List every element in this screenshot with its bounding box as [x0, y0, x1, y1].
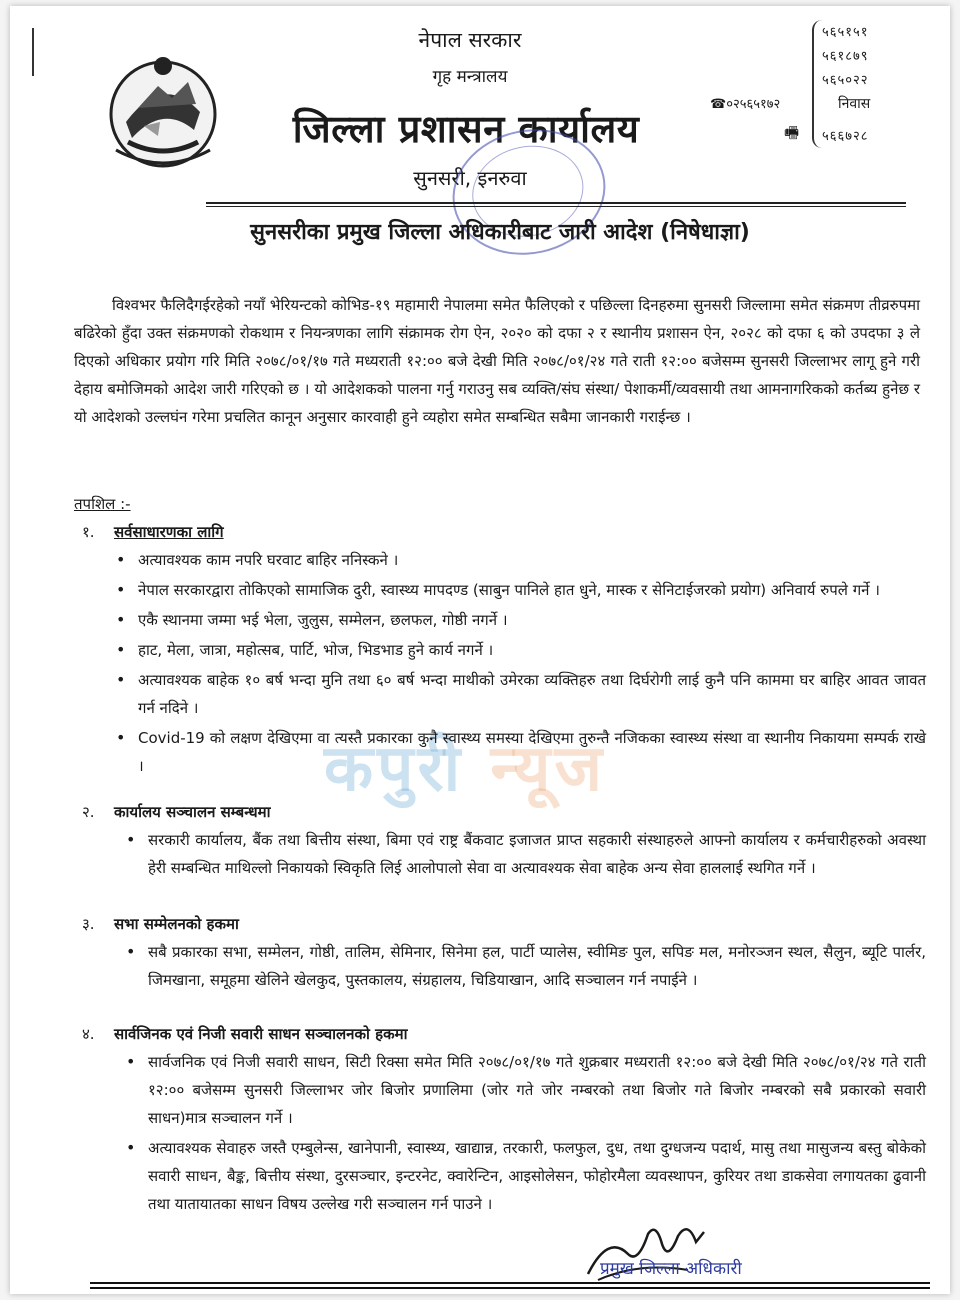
- notice-subject: सुनसरीका प्रमुख जिल्ला अधिकारीबाट जारी आदेश (निषेधाज्ञा): [250, 220, 750, 245]
- section-3-list: [124, 938, 926, 996]
- section-title: सार्वजिनक एवं निजी सवारी साधन सञ्चालनको हकमा: [114, 1025, 408, 1043]
- list-item: • सबै प्रकारका सभा, सम्मेलन, गोष्ठी, तालिम, सेमिनार, सिनेमा हल, पार्टी प्यालेस, स्वीमिङ पुल, सपिङ मल, मनोरञ्जन स्थल, सैलुन, ब्यूटि पार्लर, जिमखाना, समूहमा खेलिने खेलकुद, पुस्तकालय, संग्रहालय, चिडियाखान, आदि सञ्चालन गर्न नपाईने ।: [124, 938, 926, 994]
- telephone-icon: ☎: [710, 97, 727, 112]
- office-title: जिल्ला प्रशासन कार्यालय: [292, 107, 640, 151]
- list-item: • सरकारी कार्यालय, बैंक तथा बित्तीय संस्था, बिमा एवं राष्ट्र बैंकवाट इजाजत प्राप्त सहकारी संस्थाहरुले आफ्नो कार्यालय र कर्मचारीहरुको अवस्था हेरी सम्बन्धित माथिल्लो निकायको स्विकृति लिई आलोपालो सेवा वा अत्यावश्यक सेवा बाहेक अन्य सेवा हाललाई स्थगित गर्ने ।: [124, 826, 926, 882]
- list-item: • एकै स्थानमा जम्मा भई भेला, जुलुस, सम्मेलन, छलफल, गोष्ठी नगर्ने ।: [114, 606, 926, 634]
- contact-number: ५६६७२८: [822, 129, 869, 144]
- section-title: सर्वसाधारणका लागि: [114, 523, 224, 541]
- district-name: सुनसरी, इनरुवा: [413, 166, 527, 190]
- contact-number: ५६५०२२: [822, 73, 869, 88]
- contact-number: ५६१८७९: [822, 49, 869, 64]
- government-name: नेपाल सरकार: [418, 28, 522, 52]
- list-item: • नेपाल सरकारद्वारा तोकिएको सामाजिक दुरी, स्वास्थ्य मापदण्ड (साबुन पानिले हात धुने, मास्क र सेनिटाईजरको प्रयोग) अनिवार्य रुपले गर्ने ।: [114, 576, 926, 604]
- ministry-name: गृह मन्त्रालय: [432, 67, 508, 87]
- section-1-list: [114, 546, 926, 782]
- phone-number: ०२५६५१७२: [726, 97, 781, 112]
- footer-rule: [90, 1287, 930, 1289]
- list-item: • Covid-19 को लक्षण देखिएमा वा त्यस्तै प्रकारका कुनै स्वास्थ्य समस्या देखिएमा तुरुन्तै नजिकका स्वास्थ्य संस्था वा स्थानीय निकायमा सम्पर्क राखे ।: [114, 724, 926, 780]
- section-title: सभा सम्मेलनको हकमा: [114, 915, 239, 933]
- signature-label: प्रमुख जिल्ला अधिकारी: [600, 1259, 742, 1279]
- intro-paragraph: विश्वभर फैलिदैगईरहेको नयाँ भेरियन्टको कोभिड-१९ महामारी नेपालमा समेत फैलिएको र पछिल्ला दिनहरुमा सुनसरी जिल्लामा समेत संक्रमण तीव्ररुपमा बढिरेको हुँदा उक्त संक्रमणको रोकथाम र नियन्त्रणका लागि संक्रामक रोग ऐन, २०२० को दफा २ र स्थानीय प्रशासन ऐन, २०२८ को दफा ६ को उपदफा ३ ले दिएको अधिकार प्रयोग गरि मिति २०७८/०१/१७ गते मध्यराती १२:०० बजे देखी मिति २०७८/०१/२४ गते राती १२:०० बजेसम्म सुनसरी जिल्लाभर लागू हुने गरी देहाय बमोजिमको आदेश जारी गरिएको छ । यो आदेशकको पालना गर्नु गराउनु सब व्यक्ति/संघ संस्था/ पेशाकर्मी/व्यवसायी तथा आमनागरिकको कर्तब्य हुनेछ र यो आदेशको उल्लघंन गरेमा प्रचलित कानून अनुसार कारवाही हुने व्यहोरा समेत सम्बन्धित सबैमा जानकारी गराईन्छ ।: [74, 296, 920, 426]
- watermark-part2: न्यूज: [490, 732, 607, 806]
- footer-rule: [90, 1282, 930, 1284]
- list-item: • हाट, मेला, जात्रा, महोत्सब, पार्टि, भोज, भिडभाड हुने कार्य नगर्ने ।: [114, 636, 926, 664]
- watermark-part1: कपुरी: [324, 732, 465, 806]
- details-label: तपशिल :-: [74, 495, 131, 513]
- residence-label: निवास: [838, 96, 871, 112]
- section-title: कार्यालय सञ्चालन सम्बन्धमा: [114, 803, 271, 821]
- fax-icon: 🖷: [784, 123, 800, 142]
- header-rule: [206, 202, 906, 204]
- section-number: १.: [82, 523, 95, 541]
- section-number: ४.: [82, 1025, 95, 1043]
- phone-row: [710, 94, 780, 112]
- section-number: ३.: [82, 915, 95, 933]
- section-number: २.: [82, 803, 95, 821]
- list-item: • अत्यावश्यक काम नपरि घरवाट बाहिर ननिस्कने ।: [114, 546, 926, 574]
- list-item: • सार्वजनिक एवं निजी सवारी साधन, सिटी रिक्सा समेत मिति २०७८/०१/१७ गते शुक्रबार मध्यराती १२:०० बजे देखी मिति २०७८/०१/२४ गते राती १२:०० बजेसम्म सुनसरी जिल्लाभर जोर बिजोर प्रणालिमा (जोर गते जोर नम्बरको तथा बिजोर गते बिजोर नम्बरको सबै प्रकारको सवारी साधन)मात्र सञ्चालन गर्ने ।: [124, 1048, 926, 1132]
- list-item: • अत्यावश्यक बाहेक १० बर्ष भन्दा मुनि तथा ६० बर्ष भन्दा माथीको उमेरका व्यक्तिहरु तथा दिर्घरोगी लाई कुनै पनि काममा घर बाहिर आवत जावत गर्न नदिने ।: [114, 666, 926, 722]
- section-4-list: [124, 1048, 926, 1220]
- list-item: • अत्यावश्यक सेवाहरु जस्तै एम्बुलेन्स, खानेपानी, स्वास्थ्य, खाद्यान्न, तरकारी, फलफुल, दुध, तथा दुग्धजन्य पदार्थ, मासु तथा मासुजन्य बस्तु बोकेको सवारी साधन, बैङ्क, बित्तीय संस्था, दुरसञ्चार, इन्टरनेट, क्वारेन्टिन, आइसोलेसन, फोहोरमैला व्यवस्थापन, कुरियर तथा डाकसेवा लगायतका ढुवानी तथा यातायातका साधन विषय उल्लेख गरी सञ्चालन गर्न पाउने ।: [124, 1134, 926, 1218]
- section-2-list: [124, 826, 926, 884]
- contact-number: ५६५१५१: [822, 25, 869, 40]
- header-rule: [206, 206, 906, 207]
- notice-page: [10, 6, 950, 1294]
